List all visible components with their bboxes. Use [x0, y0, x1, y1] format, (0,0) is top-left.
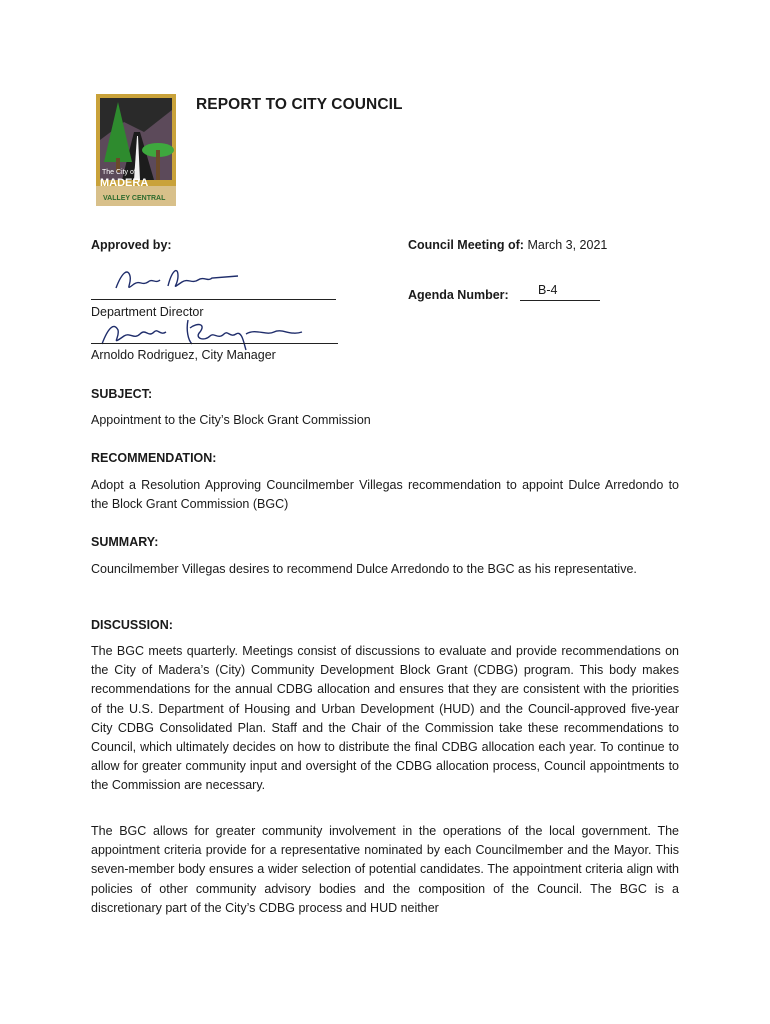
logo-text-valley-central: VALLEY CENTRAL	[103, 195, 166, 202]
agenda-number-value: B-4	[538, 283, 558, 297]
city-of-madera-logo	[94, 92, 182, 208]
director-signature	[112, 262, 242, 303]
subject-text: Appointment to the City’s Block Grant Commission	[91, 413, 371, 427]
discussion-paragraph-2: The BGC allows for greater community involvement in the operations of the local government. The appointment criteria provide for a representative nominated by each Councilmember and the Mayor. This seven-member body ensures a wider selection of potential candidates. The appointment criteria align with policies of other community advisory bodies and the composition of the Council. The BGC is a discretionary part of the City’s CDBG process and HUD neither	[91, 824, 679, 915]
council-meeting-label: Council Meeting of:	[408, 238, 524, 252]
recommendation-heading: RECOMMENDATION:	[91, 451, 217, 465]
report-title: REPORT TO CITY COUNCIL	[196, 96, 403, 113]
summary-text: Councilmember Villegas desires to recommend Dulce Arredondo to the BGC as his representative.	[91, 562, 637, 576]
discussion-heading: DISCUSSION:	[91, 618, 173, 632]
city-manager-title: Arnoldo Rodriguez, City Manager	[91, 348, 276, 362]
summary-heading: SUMMARY:	[91, 535, 159, 549]
agenda-number-label: Agenda Number:	[408, 288, 509, 302]
recommendation-text: Adopt a Resolution Approving Councilmember Villegas recommendation to appoint Dulce Arredondo to the Block Grant Commission (BGC)	[91, 478, 679, 512]
council-meeting-date: March 3, 2021	[527, 238, 608, 252]
agenda-number-line	[520, 300, 600, 301]
council-meeting-line	[408, 238, 607, 252]
director-title: Department Director	[91, 305, 204, 319]
logo-text-madera: MADERA	[100, 177, 149, 189]
subject-heading: SUBJECT:	[91, 387, 153, 401]
approved-by-label: Approved by:	[91, 238, 172, 252]
city-manager-signature-line	[91, 343, 338, 344]
director-signature-line	[91, 299, 336, 300]
discussion-paragraph-1: The BGC meets quarterly. Meetings consist of discussions to evaluate and provide recommendations on the City of Madera’s (City) Community Development Block Grant (CDBG) program. This body makes recommendations for the annual CDBG allocation and ensures that they are consistent with the priorities of the U.S. Department of Housing and Urban Development (HUD) and the Council-approved five-year City CDBG Consolidated Plan. Staff and the Chair of the Commission take these recommendations to Council, which ultimately decides on how to distribute the final CDBG allocation each year. To continue to allow for greater community input and oversight of the CDBG allocation process, Council appointments to the Commission are necessary.	[91, 644, 679, 793]
logo-text-city-of: The City of	[102, 169, 136, 176]
